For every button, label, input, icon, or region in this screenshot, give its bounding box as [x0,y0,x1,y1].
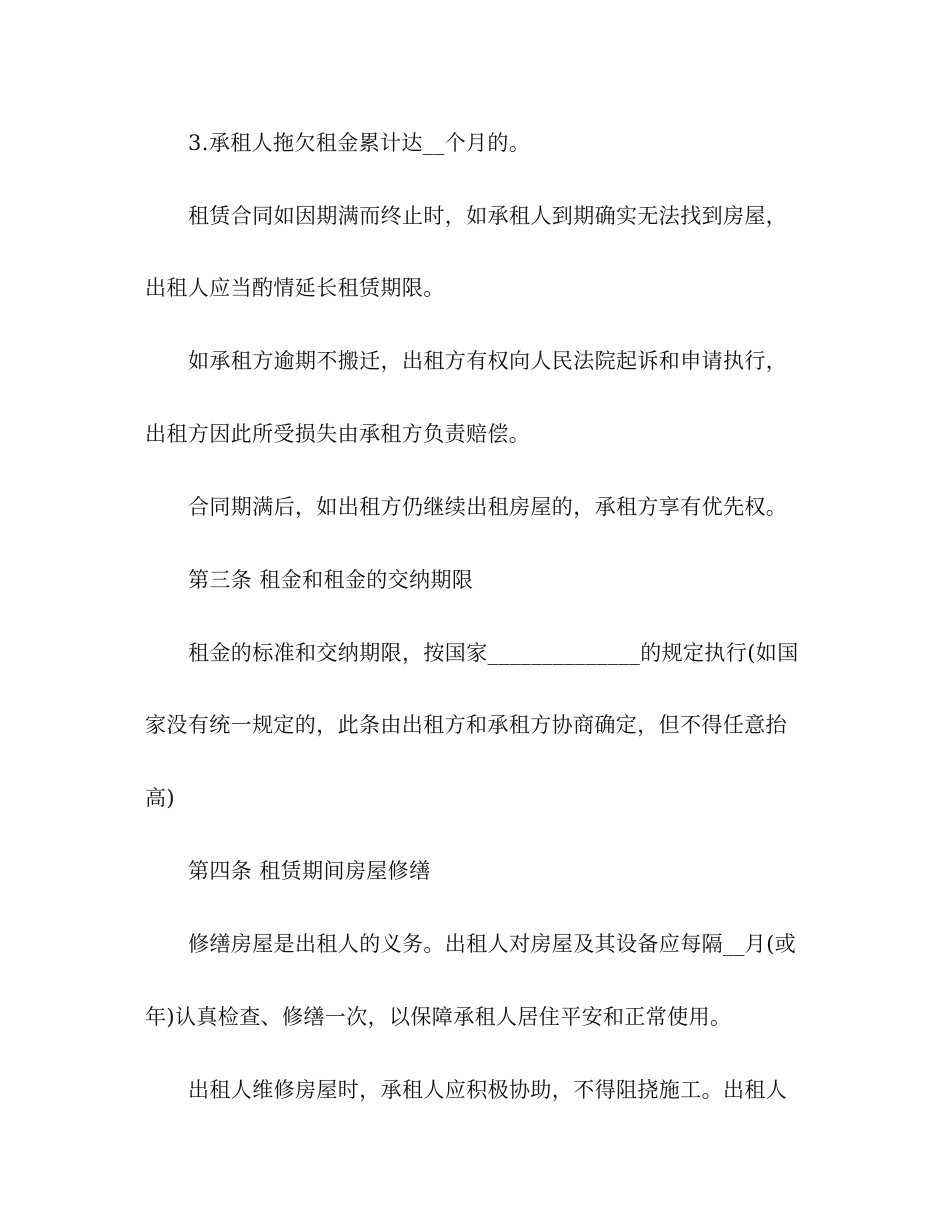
text-line: 修缮房屋是出租人的义务。出租人对房屋及其设备应每隔__月(或 [188,932,797,956]
text-line: 出租人应当酌情延长租赁期限。 [145,276,445,300]
text-line: 出租人维修房屋时，承租人应积极协助，不得阻挠施工。出租人 [188,1078,788,1102]
text-line: 租金的标准和交纳期限，按国家______________的规定执行(如国 [188,641,799,665]
text-line: 家没有统一规定的，此条由出租方和承租方协商确定，但不得任意抬 [145,713,787,737]
text-line: 如承租方逾期不搬迁，出租方有权向人民法院起诉和申请执行， [188,349,788,373]
text-line: 合同期满后，如出租方仍继续出租房屋的，承租方享有优先权。 [188,495,788,519]
text-line: 3.承租人拖欠租金累计达__个月的。 [188,131,531,155]
text-line: 高) [145,786,175,810]
section-heading: 第三条 租金和租金的交纳期限 [188,568,474,592]
section-heading: 第四条 租赁期间房屋修缮 [188,859,431,883]
text-line: 年)认真检查、修缮一次，以保障承租人居住平安和正常使用。 [145,1005,732,1029]
text-line: 租赁合同如因期满而终止时，如承租人到期确实无法找到房屋， [188,204,788,228]
text-line: 出租方因此所受损失由承租方负责赔偿。 [145,422,531,446]
